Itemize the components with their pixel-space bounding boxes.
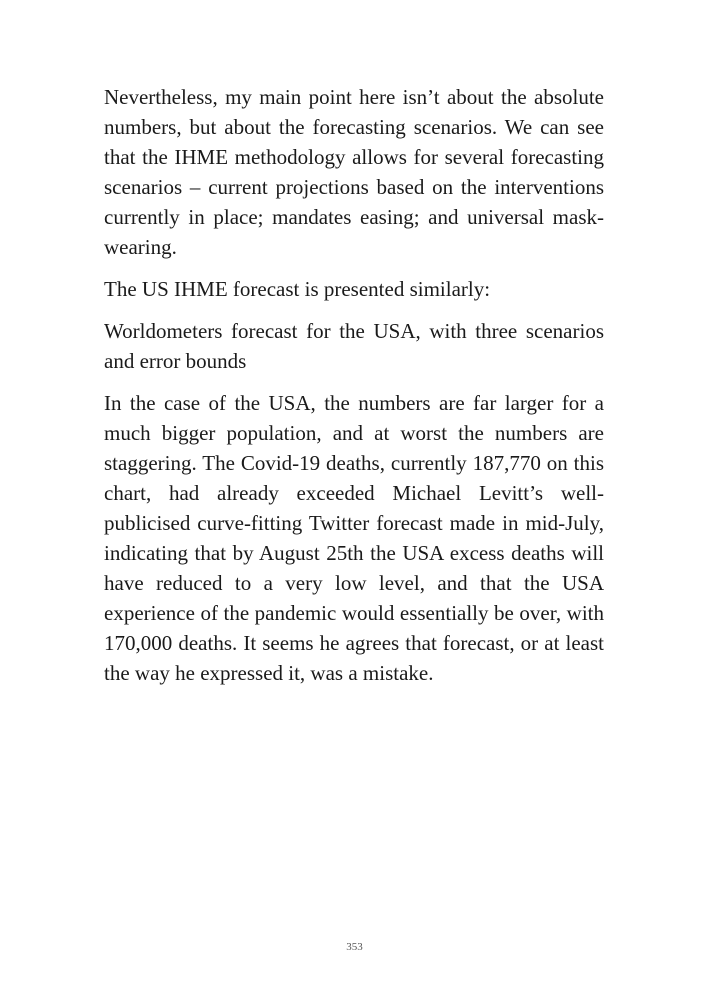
page-body	[104, 82, 604, 700]
paragraph-usa-case: In the case of the USA, the numbers are far larger for a much bigger population, and at worst the numbers are staggering. The Covid-19 deaths, currently 187,770 on this chart, had already exceeded Michael Levitt’s well-publicised curve-fitting Twitter forecast made in mid-July, indicating that by August 25th the USA excess deaths will have reduced to a very low level, and that the USA experience of the pandemic would essentially be over, with 170,000 deaths. It seems he agrees that forecast, or at least the way he expressed it, was a mistake.	[104, 391, 604, 685]
paragraph-us-ihme-intro: The US IHME forecast is presented similarly:	[104, 277, 491, 301]
figure-caption: Worldometers forecast for the USA, with three scenarios and error bounds	[104, 319, 604, 373]
paragraph-forecasting-scenarios: Nevertheless, my main point here isn’t about the absolute numbers, but about the forecasting scenarios. We can see that the IHME methodology allows for several forecasting scenarios – current projections based on the interventions currently in place; mandates easing; and universal mask-wearing.	[104, 85, 604, 259]
page-number: 353	[346, 941, 363, 953]
